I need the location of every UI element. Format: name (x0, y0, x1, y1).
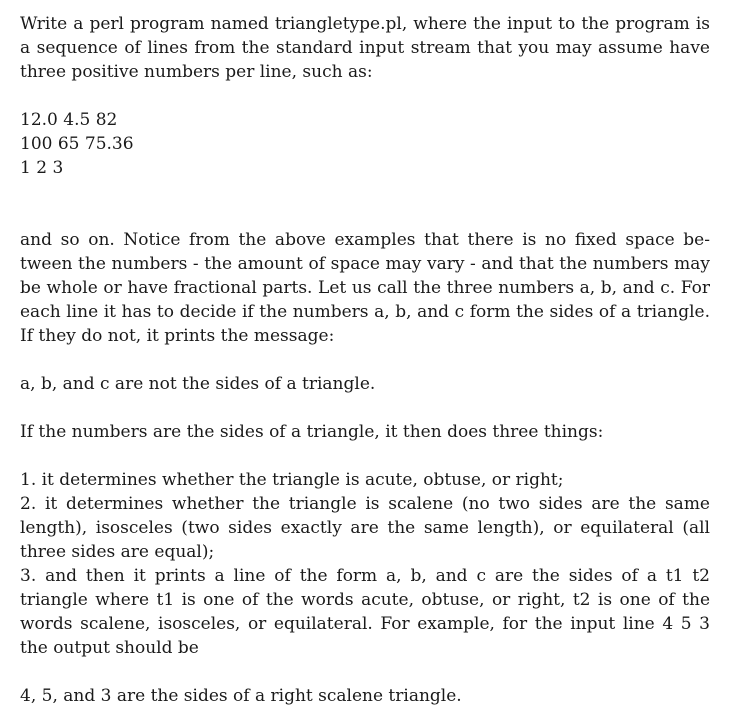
not-triangle-message: a, b, and c are not the sides of a triangle. (20, 374, 376, 394)
step-item: 2. it determines whether the triangle is scalene (no two sides are the same length), isosceles (two sides exactly are the same length), or equilateral (all three sides are equal); (20, 494, 710, 562)
step-item: 1. it determines whether the triangle is acute, obtuse, or right; (20, 470, 564, 490)
intro-paragraph: Write a perl program named triangletype.pl, where the input to the program is a sequence of lines from the standard input stream that you may assume have three positive numbers per line, such as: (20, 14, 710, 82)
explanation-paragraph: and so on. Notice from the above examples that there is no fixed space be-tween the numbers - the amount of space may vary - and that the numbers may be whole or have fractional parts. Let us call the three numbers a, b, and c. For each line it has to decide if the numbers a, b, and c form the sides of a triangle. If they do not, it prints the message: (20, 230, 710, 346)
example-line: 100 65 75.36 (20, 134, 134, 154)
steps-list (20, 468, 710, 660)
step-item: 3. and then it prints a line of the form a, b, and c are the sides of a t1 t2 triangle where t1 is one of the words acute, obtuse, or right, t2 is one of the words scalene, isosceles, or equilateral. For example, for the input line 4 5 3 the output should be (20, 566, 710, 658)
document-page (20, 12, 710, 708)
example-input-lines (20, 108, 710, 180)
example-line: 12.0 4.5 82 (20, 110, 118, 130)
triangle-steps-intro: If the numbers are the sides of a triangle, it then does three things: (20, 422, 604, 442)
example-output: 4, 5, and 3 are the sides of a right scalene triangle. (20, 686, 462, 706)
example-line: 1 2 3 (20, 158, 64, 178)
